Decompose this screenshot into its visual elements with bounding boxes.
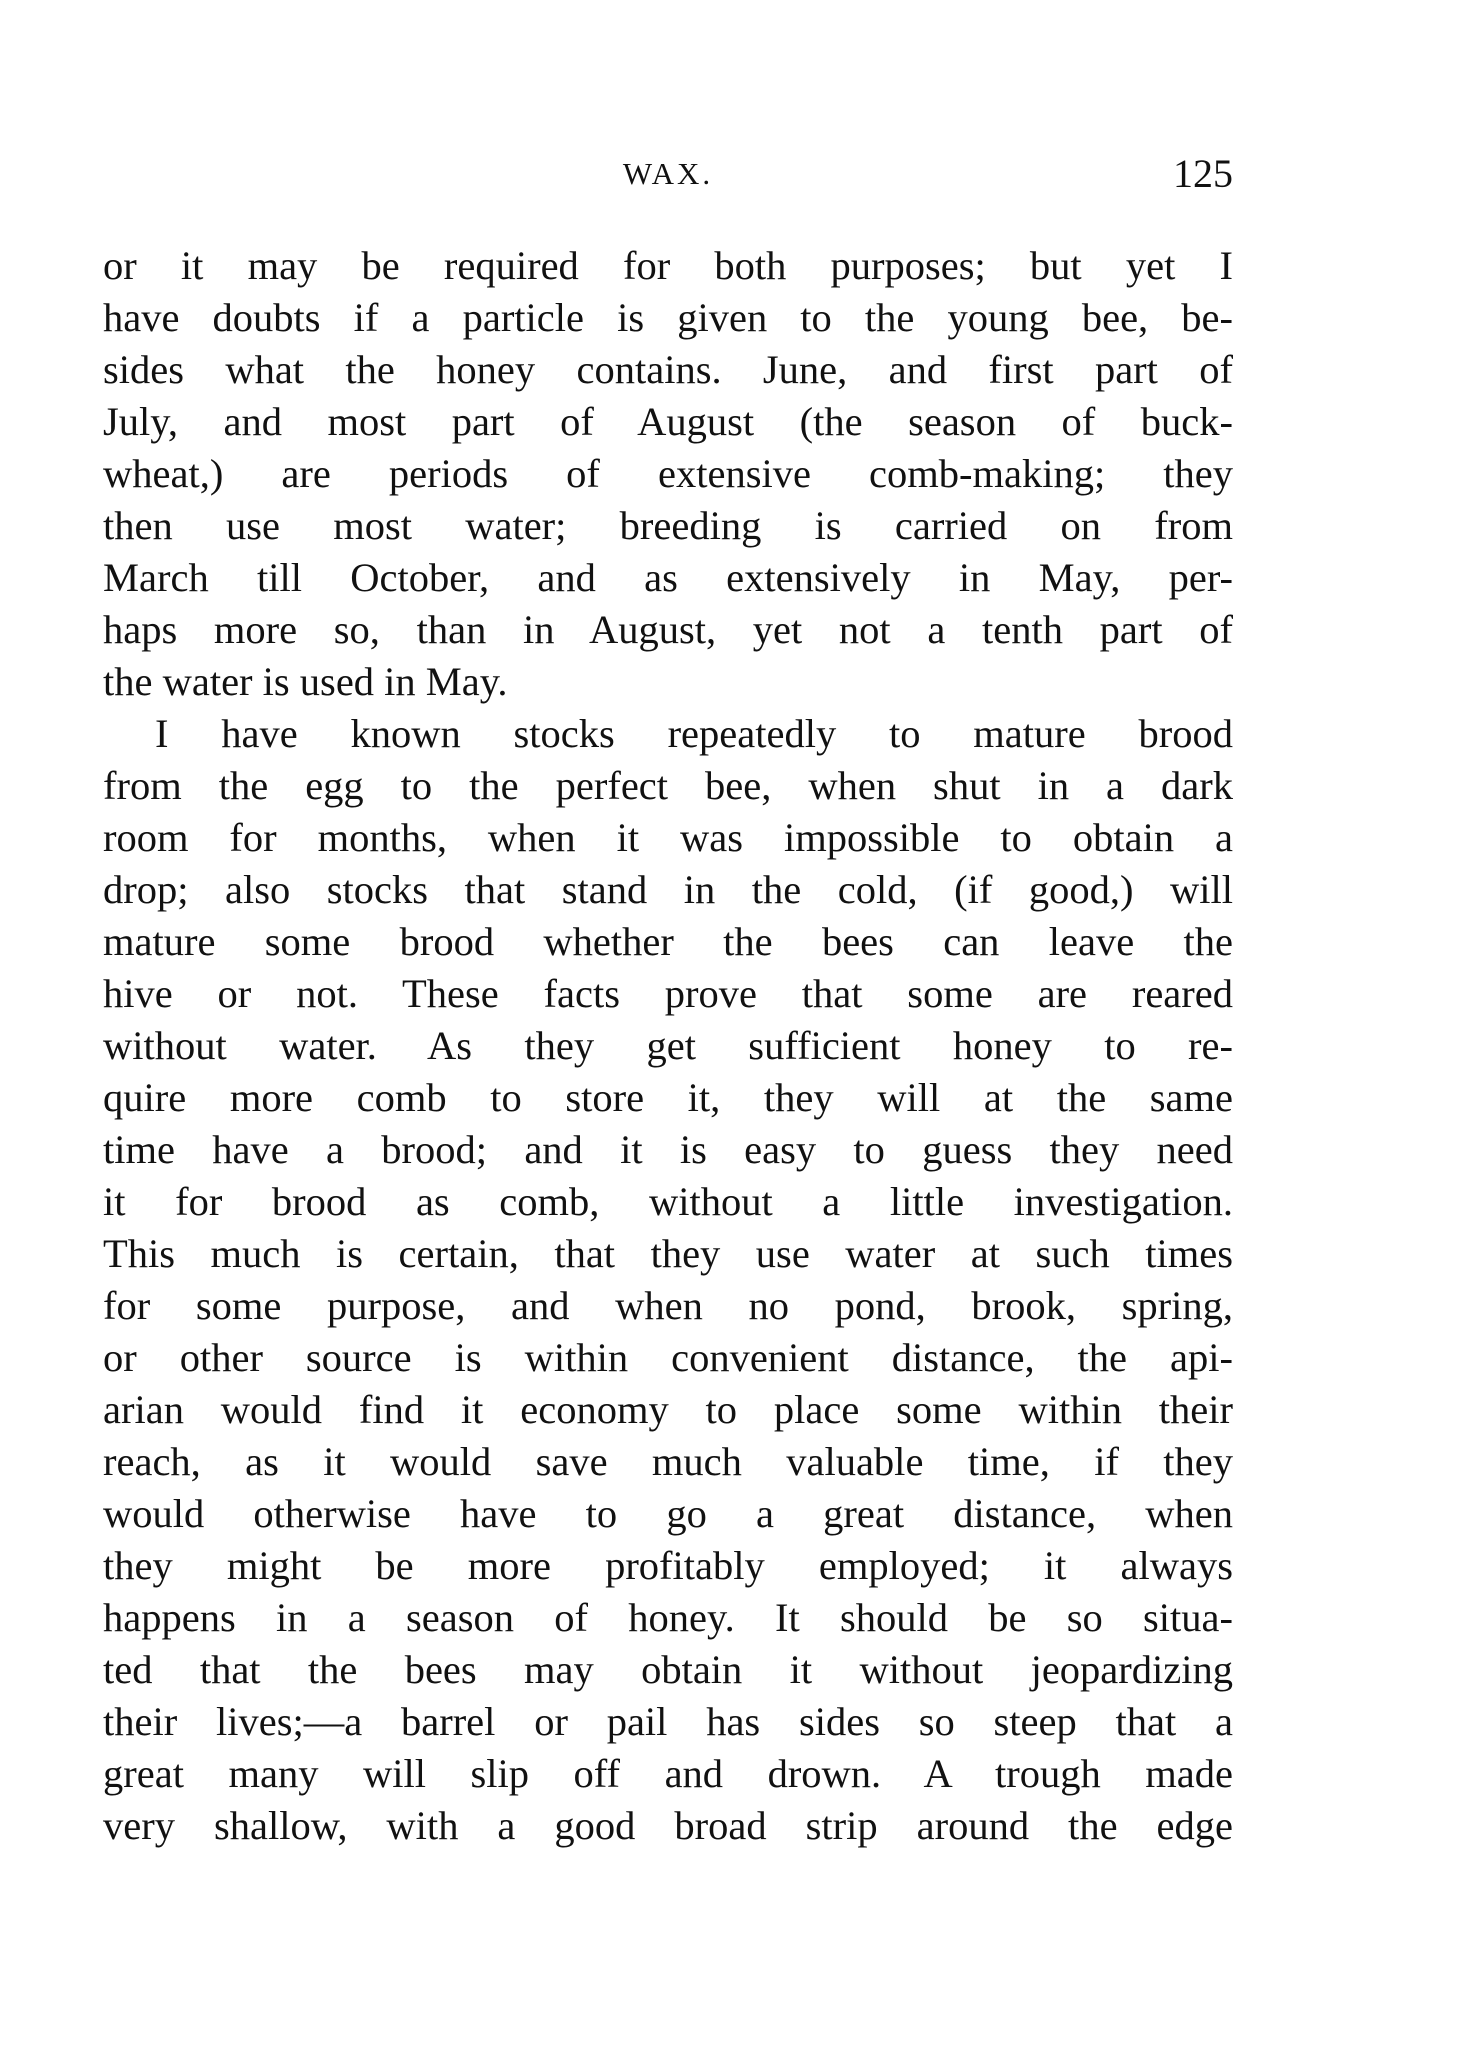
text-line: would otherwise have to go a great distance, when — [103, 1491, 1233, 1536]
running-head — [103, 150, 1233, 210]
text-line: haps more so, than in August, yet not a tenth part of — [103, 607, 1233, 652]
text-line: without water. As they get sufficient honey to re- — [103, 1023, 1233, 1068]
body-text — [103, 240, 1233, 1852]
text-line: time have a brood; and it is easy to guess they need — [103, 1127, 1233, 1172]
text-line: ted that the bees may obtain it without jeopardizing — [103, 1647, 1233, 1692]
text-line: from the egg to the perfect bee, when shut in a dark — [103, 763, 1233, 808]
text-line: the water is used in May. — [103, 659, 508, 704]
text-line: or other source is within convenient distance, the api- — [103, 1335, 1233, 1380]
text-line: their lives;—a barrel or pail has sides so steep that a — [103, 1699, 1233, 1744]
text-line: room for months, when it was impossible to obtain a — [103, 815, 1233, 860]
text-line: they might be more profitably employed; it always — [103, 1543, 1233, 1588]
running-title: WAX. — [622, 156, 714, 191]
text-line: hive or not. These facts prove that some are reared — [103, 971, 1233, 1016]
text-line: July, and most part of August (the season of buck- — [103, 399, 1233, 444]
text-line: I have known stocks repeatedly to mature brood — [155, 711, 1233, 756]
text-line: reach, as it would save much valuable time, if they — [103, 1439, 1233, 1484]
text-line: quire more comb to store it, they will at the same — [103, 1075, 1233, 1120]
text-line: sides what the honey contains. June, and first part of — [103, 347, 1233, 392]
text-line: March till October, and as extensively in May, per- — [103, 555, 1233, 600]
text-line: mature some brood whether the bees can leave the — [103, 919, 1233, 964]
text-line: wheat,) are periods of extensive comb-making; they — [103, 451, 1233, 496]
text-line: arian would find it economy to place some within their — [103, 1387, 1233, 1432]
text-line: for some purpose, and when no pond, brook, spring, — [103, 1283, 1233, 1328]
text-line: great many will slip off and drown. A trough made — [103, 1751, 1233, 1796]
text-line: have doubts if a particle is given to the young bee, be- — [103, 295, 1233, 340]
paragraph-2 — [103, 708, 1233, 1852]
text-line: or it may be required for both purposes; but yet I — [103, 243, 1233, 288]
text-line: This much is certain, that they use water at such times — [103, 1231, 1233, 1276]
page-number: 125 — [1173, 151, 1233, 196]
text-line: happens in a season of honey. It should be so situa- — [103, 1595, 1233, 1640]
text-line: then use most water; breeding is carried on from — [103, 503, 1233, 548]
text-line: very shallow, with a good broad strip around the edge — [103, 1803, 1233, 1848]
text-line: it for brood as comb, without a little investigation. — [103, 1179, 1233, 1224]
text-line: drop; also stocks that stand in the cold, (if good,) will — [103, 867, 1233, 912]
paragraph-1 — [103, 240, 1233, 708]
